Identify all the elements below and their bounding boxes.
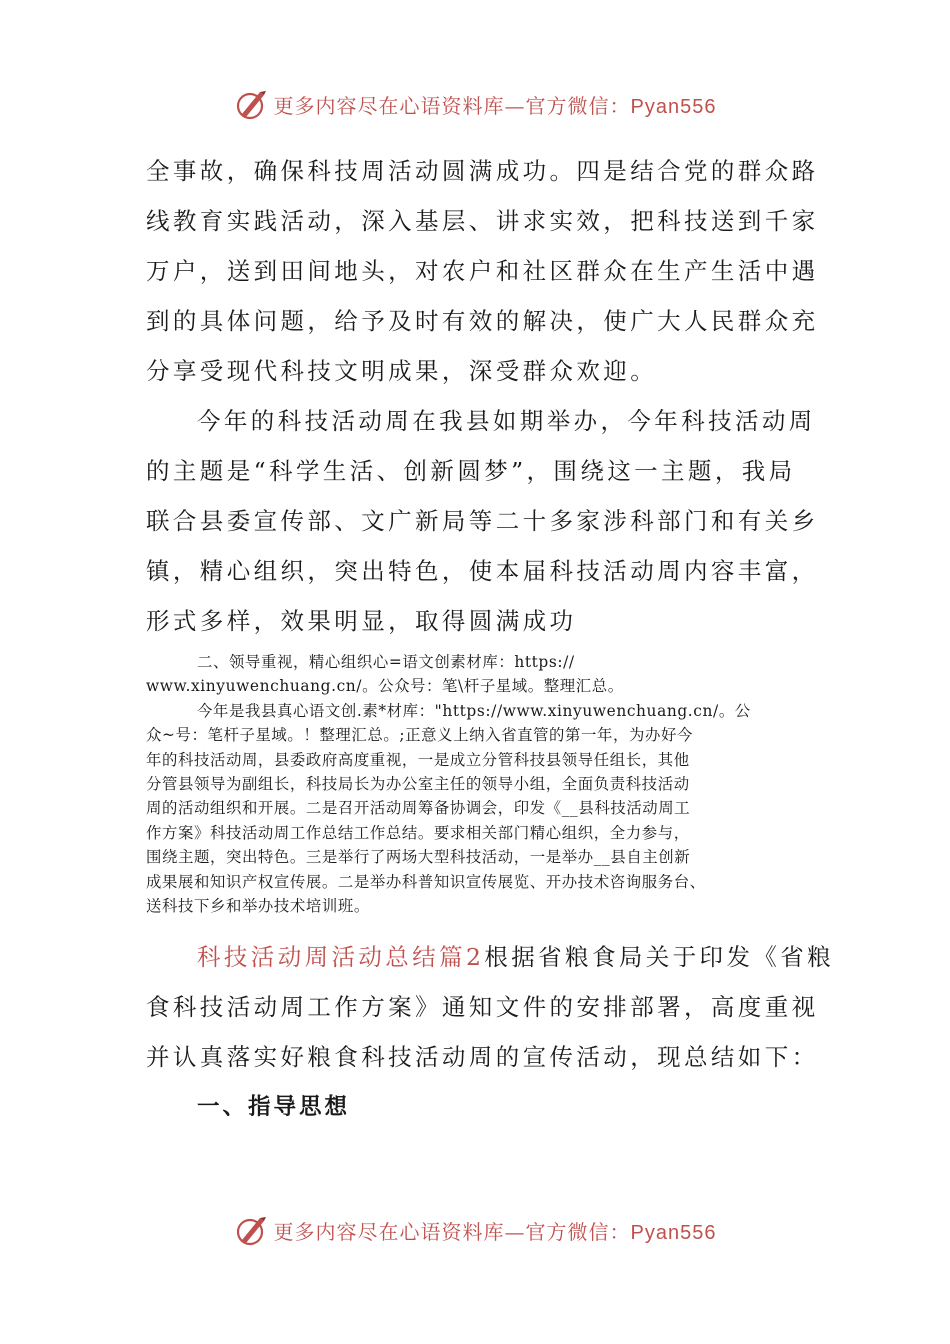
paragraph-1	[146, 146, 819, 396]
paragraph-2	[146, 396, 819, 646]
text-line: 镇，精心组织，突出特色，使本届科技活动周内容丰富，	[146, 557, 819, 585]
footer-wechat-id: Pyan556	[630, 1221, 717, 1244]
header-wechat-id: Pyan556	[630, 95, 717, 118]
small-text-line: 成果展和知识产权宣传展。二是举办科普知识宣传展览、开办技术咨询服务台、	[146, 872, 706, 891]
small-text-line: 众~号：笔杆子星域。！整理汇总。;正意义上纳入省直管的第一年，为办好今	[146, 726, 693, 745]
small-text-line: www.xinyuwenchuang.cn/。公众号：笔\杆子星域。整理汇总。	[146, 677, 624, 696]
article-heading: 科技活动周活动总结篇2	[197, 943, 485, 972]
small-text-line: 作方案》科技活动周工作总结工作总结。要求相关部门精心组织，全力参与，	[146, 823, 690, 842]
text-line: 并认真落实好粮食科技活动周的宣传活动，现总结如下：	[146, 1043, 819, 1072]
text-line: 今年的科技活动周在我县如期举办，今年科技活动周	[197, 407, 816, 435]
text-line: 万户，送到田间地头，对农户和社区群众在生产生活中遇	[146, 257, 819, 285]
small-text-line: 年的科技活动周，县委政府高度重视，一是成立分管科技县领导任组长，其他	[146, 750, 690, 769]
paragraph-3	[146, 932, 835, 1082]
text-line: 食科技活动周工作方案》通知文件的安排部署，高度重视	[146, 993, 819, 1022]
small-text-line: 分管县领导为副组长，科技局长为办公室主任的领导小组，全面负责科技活动	[146, 775, 690, 794]
small-text-line: 今年是我县真心语文创.素*材库："https://www.xinyuwenchuang.cn/。公	[197, 701, 751, 720]
footer-banner	[0, 1210, 950, 1250]
section-title: 一、指导思想	[197, 1094, 351, 1121]
small-text-line: 二、领导重视，精心组织心=语文创素材库：https://	[197, 653, 575, 671]
header-banner	[0, 84, 950, 124]
small-text-line: 围绕主题，突出特色。三是举行了两场大型科技活动，一是举办__县自主创新	[146, 848, 691, 867]
small-text-line: 送科技下乡和举办技术培训班。	[146, 897, 370, 916]
pen-logo-icon	[234, 1212, 270, 1248]
pen-logo-icon	[234, 86, 270, 122]
header-banner-text: 更多内容尽在心语资料库—官方微信：Pyan556	[273, 93, 717, 118]
text-line: 联合县委宣传部、文广新局等二十多家涉科部门和有关乡	[146, 507, 819, 535]
text-line: 全事故，确保科技周活动圆满成功。四是结合党的群众路	[146, 157, 819, 185]
small-text-line: 周的活动组织和开展。二是召开活动周筹备协调会，印发《__县科技活动周工	[146, 799, 691, 818]
text-line	[146, 932, 835, 982]
text-span: 根据省粮食局关于印发《省粮	[484, 943, 835, 972]
text-line: 形式多样，效果明显，取得圆满成功	[146, 607, 577, 635]
text-line: 分享受现代科技文明成果，深受群众欢迎。	[146, 357, 658, 385]
text-line: 的主题是“科学生活、创新圆梦”，围绕这一主题，我局	[146, 457, 796, 485]
footer-banner-text: 更多内容尽在心语资料库—官方微信：Pyan556	[273, 1219, 717, 1244]
document-body	[146, 146, 835, 1132]
small-print-section	[146, 650, 811, 918]
text-line: 到的具体问题，给予及时有效的解决，使广大人民群众充	[146, 307, 819, 335]
text-line: 线教育实践活动，深入基层、讲求实效，把科技送到千家	[146, 207, 819, 235]
